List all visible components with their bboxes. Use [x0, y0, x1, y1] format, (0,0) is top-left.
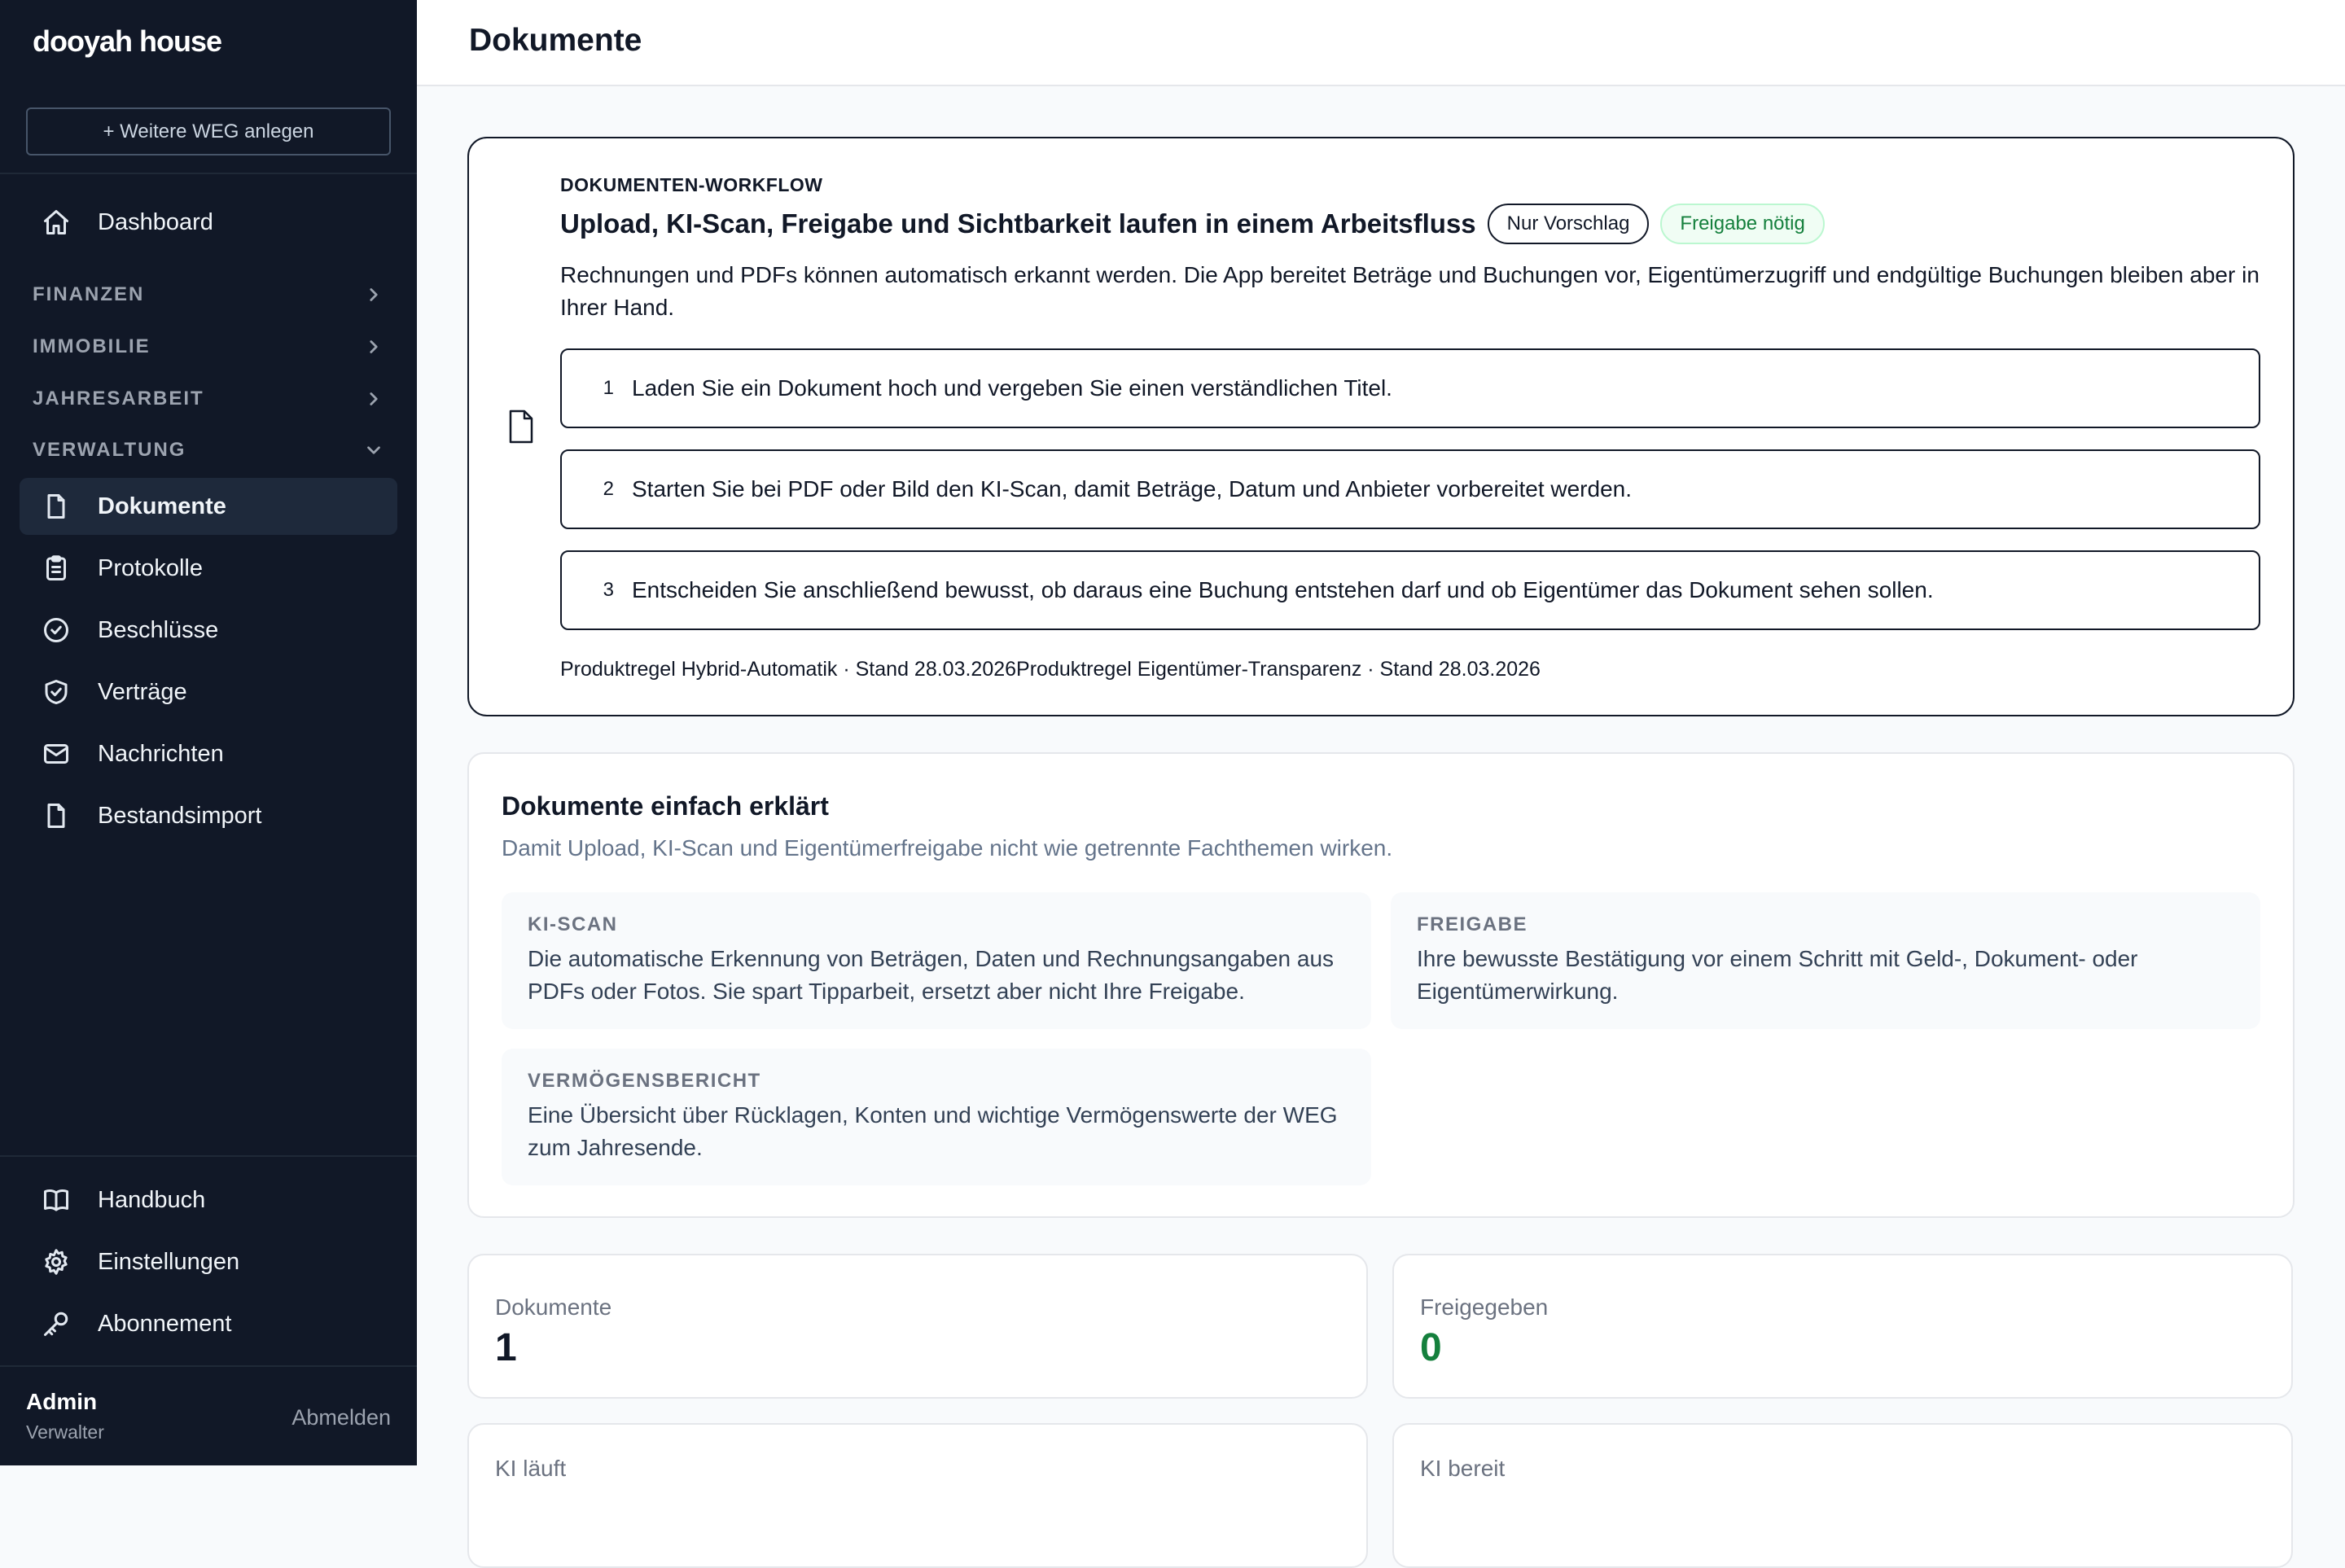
workflow-step — [560, 550, 2260, 630]
stat-card-ki-laeuft — [467, 1423, 1368, 1568]
sidebar-item-nachrichten[interactable] — [20, 725, 397, 782]
term-label: KI-SCAN — [528, 913, 618, 935]
sidebar-item-label: Protokolle — [98, 554, 203, 581]
term-text: Ihre bewusste Bestätigung vor einem Schritt mit Geld-, Dokument- oder Eigentümerwirkung. — [1417, 946, 2138, 1004]
stat-card-freigegeben — [1392, 1254, 2293, 1399]
chevron-right-icon — [363, 284, 384, 305]
term-card-vermoegensbericht — [502, 1049, 1371, 1185]
explain-card — [467, 752, 2295, 1218]
sidebar-group-label: JAHRESARBEIT — [33, 388, 204, 410]
key-icon — [39, 1307, 73, 1341]
product-rules — [560, 658, 1541, 681]
sidebar-item-vertraege[interactable] — [20, 664, 397, 720]
stat-label: KI läuft — [495, 1456, 567, 1481]
sidebar-item-label: Bestandsimport — [98, 802, 262, 829]
chevron-right-icon — [363, 388, 384, 410]
step-text: Laden Sie ein Dokument hoch und vergeben Sie einen verständlichen Titel. — [632, 375, 1392, 401]
sidebar-item-label: Verträge — [98, 678, 187, 705]
document-icon — [39, 799, 73, 833]
product-rule: Produktregel Eigentümer-Transparenz · Stand 28.03.2026 — [1016, 658, 1541, 681]
sidebar-item-einstellungen[interactable] — [20, 1233, 397, 1290]
sidebar-group-label: IMMOBILIE — [33, 335, 151, 357]
term-card-ki-scan — [502, 892, 1371, 1029]
term-text: Die automatische Erkennung von Beträgen, Daten und Rechnungsangaben aus PDFs oder Fotos. Sie spart Tipparbeit, ersetzt aber nicht Ihre Freigabe. — [528, 946, 1335, 1004]
stat-label: Dokumente — [495, 1294, 612, 1320]
sidebar-item-abonnement[interactable] — [20, 1295, 397, 1352]
stat-label: KI bereit — [1420, 1456, 1506, 1481]
workflow-description: Rechnungen und PDFs können automatisch erkannt werden. Die App bereitet Beträge und Buchungen vor, Eigentümerzugriff und endgültige Buchungen bleiben aber in Ihrer Hand. — [560, 262, 2260, 320]
document-icon — [506, 409, 536, 445]
step-text: Entscheiden Sie anschließend bewusst, ob daraus eine Buchung entstehen darf und ob Eigentümer das Dokument sehen sollen. — [632, 577, 1934, 602]
sidebar-item-bestandsimport[interactable] — [20, 787, 397, 844]
explain-title: Dokumente einfach erklärt — [502, 791, 829, 821]
chevron-down-icon — [363, 440, 384, 461]
suggestion-badge: Nur Vorschlag — [1488, 204, 1650, 244]
sidebar-item-handbuch[interactable] — [20, 1172, 397, 1229]
sidebar-group-label: FINANZEN — [33, 283, 145, 305]
stat-value: 1 — [495, 1326, 517, 1369]
stat-label: Freigegeben — [1420, 1294, 1549, 1320]
term-text: Eine Übersicht über Rücklagen, Konten und wichtige Vermögenswerte der WEG zum Jahresende. — [528, 1102, 1338, 1160]
step-number: 3 — [603, 579, 614, 601]
explain-subtitle: Damit Upload, KI-Scan und Eigentümerfreigabe nicht wie getrennte Fachthemen wirken. — [502, 835, 1393, 861]
approval-badge: Freigabe nötig — [1660, 204, 1824, 244]
workflow-step — [560, 449, 2260, 529]
term-card-freigabe — [1391, 892, 2260, 1029]
sidebar — [0, 0, 417, 1465]
check-circle-icon — [39, 613, 73, 647]
logout-button[interactable]: Abmelden — [291, 1405, 391, 1430]
sidebar-item-label: Beschlüsse — [98, 616, 219, 643]
brand-logo[interactable]: dooyah house — [33, 24, 222, 58]
sidebar-divider — [0, 1155, 417, 1157]
sidebar-item-label: Dokumente — [98, 493, 226, 519]
sidebar-item-dashboard[interactable] — [20, 194, 397, 251]
sidebar-item-beschluesse[interactable] — [20, 602, 397, 659]
stat-card-ki-bereit — [1392, 1423, 2293, 1568]
sidebar-item-protokolle[interactable] — [20, 540, 397, 597]
term-label: FREIGABE — [1417, 913, 1528, 935]
term-label: VERMÖGENSBERICHT — [528, 1070, 761, 1092]
sidebar-item-label: Dashboard — [98, 208, 213, 235]
page-header — [417, 0, 2345, 86]
sidebar-item-label: Handbuch — [98, 1186, 206, 1213]
sidebar-item-label: Einstellungen — [98, 1248, 240, 1275]
clipboard-icon — [39, 551, 73, 585]
sidebar-group-jahresarbeit[interactable] — [33, 379, 384, 419]
document-icon — [39, 489, 73, 523]
mail-icon — [39, 737, 73, 771]
step-text: Starten Sie bei PDF oder Bild den KI-Scan, damit Beträge, Datum und Anbieter vorbereitet werden. — [632, 476, 1632, 501]
stat-card-dokumente — [467, 1254, 1368, 1399]
sidebar-group-verwaltung[interactable] — [33, 430, 384, 471]
sidebar-item-label: Nachrichten — [98, 740, 224, 767]
sidebar-group-label: VERWALTUNG — [33, 439, 186, 461]
workflow-title-row — [560, 204, 1825, 244]
gear-icon — [39, 1245, 73, 1279]
sidebar-item-dokumente[interactable] — [20, 478, 397, 535]
workflow-card — [467, 137, 2295, 716]
step-number: 2 — [603, 478, 614, 500]
sidebar-group-finanzen[interactable] — [33, 274, 384, 315]
shield-check-icon — [39, 675, 73, 709]
home-icon — [39, 205, 73, 239]
sidebar-group-immobilie[interactable] — [33, 326, 384, 367]
sidebar-item-label: Abonnement — [98, 1310, 232, 1337]
stat-value: 0 — [1420, 1326, 1442, 1369]
sidebar-divider — [0, 1365, 417, 1367]
workflow-kicker: DOKUMENTEN-WORKFLOW — [560, 174, 823, 195]
user-role: Verwalter — [26, 1421, 104, 1443]
page-title: Dokumente — [469, 23, 642, 58]
product-rule: Produktregel Hybrid-Automatik · Stand 28.03.2026 — [560, 658, 1017, 681]
workflow-title: Upload, KI-Scan, Freigabe und Sichtbarkeit laufen in einem Arbeitsfluss — [560, 208, 1476, 239]
user-name: Admin — [26, 1389, 98, 1414]
book-icon — [39, 1183, 73, 1217]
workflow-step — [560, 348, 2260, 428]
chevron-right-icon — [363, 336, 384, 357]
step-number: 1 — [603, 377, 614, 399]
sidebar-divider — [0, 173, 417, 174]
add-weg-button[interactable]: + Weitere WEG anlegen — [26, 107, 391, 155]
